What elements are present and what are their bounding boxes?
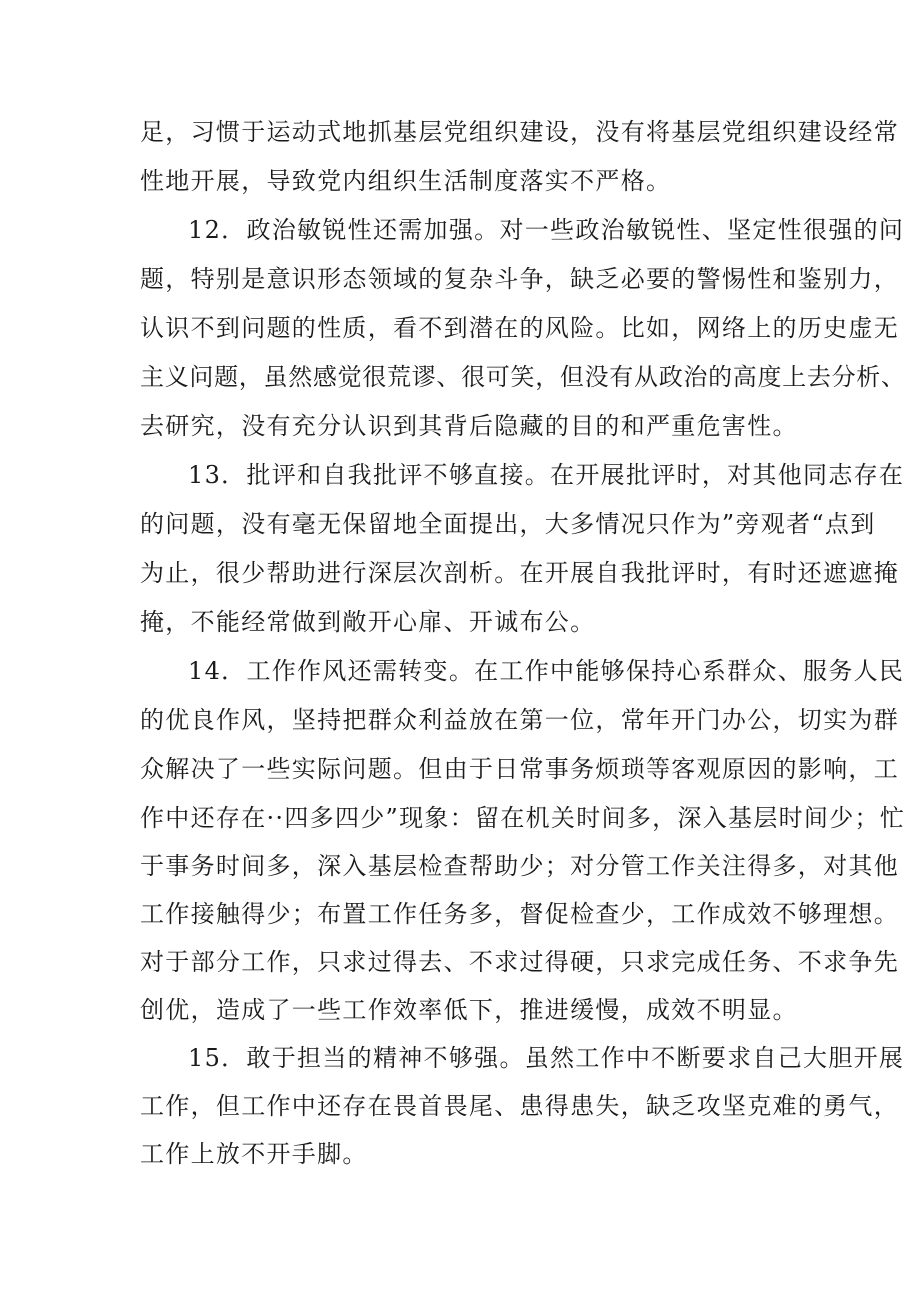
text-line: 认识不到问题的性质，看不到潜在的风险。比如，网络上的历史虚无 bbox=[140, 314, 899, 342]
text-line: 掩，不能经常做到敞开心扉、开诚布公。 bbox=[140, 608, 596, 636]
text-line: 为止，很少帮助进行深层次剖析。在开展自我批评时，有时还遮遮掩 bbox=[140, 559, 899, 587]
text-line: 工作接触得少；布置工作任务多，督促检查少，工作成效不够理想。 bbox=[140, 900, 899, 928]
text-line: 主义问题，虽然感觉很荒谬、很可笑，但没有从政治的高度上去分析、 bbox=[140, 363, 906, 391]
text-line: 的优良作风，坚持把群众利益放在第一位，常年开门办公，切实为群 bbox=[140, 706, 899, 734]
text-line: 创优，造成了一些工作效率低下，推进缓慢，成效不明显。 bbox=[140, 996, 798, 1024]
paragraph-15-first-line: 15．敢于担当的精神不够强。虽然工作中不断要求自己大胆开展 bbox=[188, 1044, 905, 1072]
text-line: 众解决了一些实际问题。但由于日常事务烦琐等客观原因的影响，工 bbox=[140, 755, 899, 783]
text-line: 于事务时间多，深入基层检查帮助少；对分管工作关注得多，对其他 bbox=[140, 852, 899, 880]
text-line: 工作上放不开手脚。 bbox=[140, 1140, 368, 1168]
text-line: 对于部分工作，只求过得去、不求过得硬，只求完成任务、不求争先 bbox=[140, 948, 899, 976]
text-line: 性地开展，导致党内组织生活制度落实不严格。 bbox=[140, 167, 672, 195]
text-line: 的问题，没有毫无保留地全面提出，大多情况只作为”旁观者“点到 bbox=[140, 510, 876, 538]
paragraph-12-first-line: 12．政治敏锐性还需加强。对一些政治敏锐性、坚定性很强的问 bbox=[188, 216, 905, 244]
text-line: 去研究，没有充分认识到其背后隐藏的目的和严重危害性。 bbox=[140, 412, 798, 440]
text-line: 足，习惯于运动式地抓基层党组织建设，没有将基层党组织建设经常 bbox=[140, 118, 899, 146]
text-line: 工作，但工作中还存在畏首畏尾、患得患失，缺乏攻坚克难的勇气， bbox=[140, 1092, 899, 1120]
paragraph-14-first-line: 14．工作作风还需转变。在工作中能够保持心系群众、服务人民 bbox=[188, 657, 905, 685]
paragraph-13-first-line: 13．批评和自我批评不够直接。在开展批评时，对其他同志存在 bbox=[188, 461, 905, 489]
text-line: 题，特别是意识形态领域的复杂斗争，缺乏必要的警惕性和鉴别力， bbox=[140, 265, 899, 293]
text-line: 作中还存在··四多四少”现象：留在机关时间多，深入基层时间少；忙 bbox=[140, 804, 906, 832]
